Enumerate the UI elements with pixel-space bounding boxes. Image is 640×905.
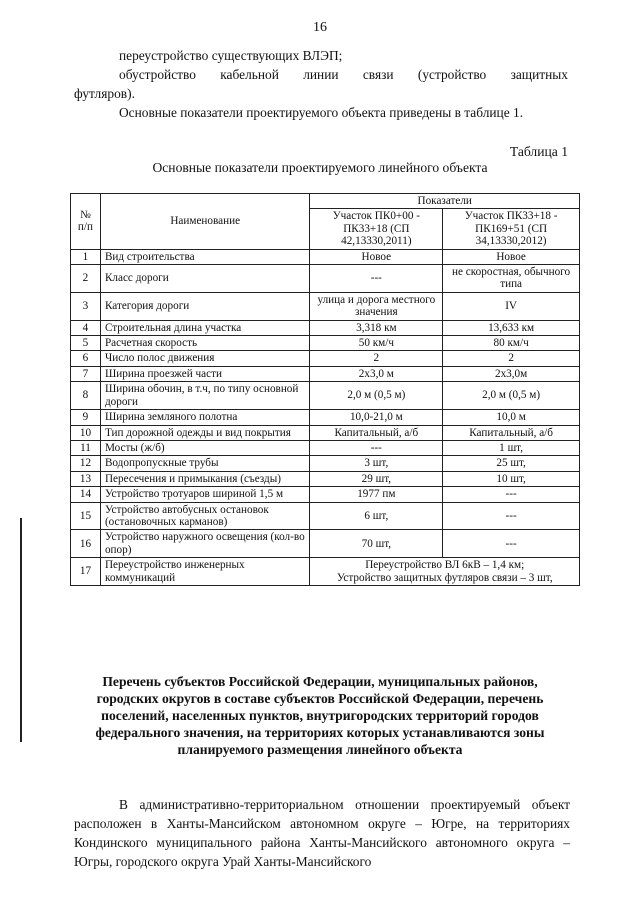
header-number: № п/п: [71, 194, 101, 250]
intro-line-2: обустройство кабельной линии связи (устройство защитных: [119, 67, 568, 82]
row-value-section-b: 2,0 м (0,5 м): [443, 382, 580, 410]
table-row: [71, 502, 580, 530]
row-name: Ширина земляного полотна: [100, 410, 310, 425]
row-number: 15: [71, 502, 101, 530]
row-merged-line-1: Переустройство ВЛ 6кВ – 1,4 км;: [365, 559, 525, 572]
margin-binding-line: [20, 518, 22, 742]
row-name: Переустройство инженерных коммуникаций: [100, 558, 310, 586]
row-number: 4: [71, 320, 101, 335]
intro-line-3: Основные показатели проектируемого объекта приведены в таблице 1.: [119, 105, 524, 120]
row-number: 10: [71, 425, 101, 440]
row-name: Водопропускные трубы: [100, 456, 310, 471]
row-value-section-b: не скоростная, обычного типа: [443, 265, 580, 293]
row-name: Вид строительства: [100, 249, 310, 264]
row-value-section-a: 3 шт,: [310, 456, 443, 471]
header-indicators: Показатели: [310, 194, 580, 209]
table-row: [71, 456, 580, 471]
row-number: 8: [71, 382, 101, 410]
row-name: Расчетная скорость: [100, 336, 310, 351]
row-value-section-b: 25 шт,: [443, 456, 580, 471]
row-value-section-a: 1977 пм: [310, 487, 443, 502]
table-row: [71, 320, 580, 335]
row-value-section-a: ---: [310, 440, 443, 455]
row-value-section-b: 2х3,0м: [443, 366, 580, 381]
row-merged-line-2: Устройство защитных футляров связи – 3 шт,: [336, 571, 553, 584]
row-value-section-b: 10,0 м: [443, 410, 580, 425]
table-row: [71, 249, 580, 264]
row-value-section-a: 29 шт,: [310, 471, 443, 486]
row-value-section-b: ---: [443, 530, 580, 558]
header-section-a: Участок ПК0+00 - ПК33+18 (СП 42,13330,2011): [310, 209, 443, 249]
row-name: Ширина проезжей части: [100, 366, 310, 381]
row-number: 13: [71, 471, 101, 486]
row-value-section-b: IV: [443, 292, 580, 320]
row-value-section-a: 10,0-21,0 м: [310, 410, 443, 425]
row-number: 9: [71, 410, 101, 425]
row-value-section-a: 2,0 м (0,5 м): [310, 382, 443, 410]
table-row: [71, 366, 580, 381]
row-name: Тип дорожной одежды и вид покрытия: [100, 425, 310, 440]
row-value-section-a: 50 км/ч: [310, 336, 443, 351]
row-value-section-a: 70 шт,: [310, 530, 443, 558]
row-number: 6: [71, 351, 101, 366]
intro-line-2-continued: футляров).: [74, 86, 135, 101]
row-name: Категория дороги: [100, 292, 310, 320]
row-name: Устройство наружного освещения (кол-во опор): [100, 530, 310, 558]
row-name: Ширина обочин, в т.ч, по типу основной дороги: [100, 382, 310, 410]
table-row: [71, 351, 580, 366]
indicators-table: [70, 193, 580, 586]
header-name: Наименование: [100, 194, 310, 250]
row-value-section-a: улица и дорога местного значения: [310, 292, 443, 320]
table-row: [71, 292, 580, 320]
row-value-section-b: ---: [443, 487, 580, 502]
table-label: Таблица 1: [509, 144, 568, 159]
row-value-section-b: 80 км/ч: [443, 336, 580, 351]
page-number: 16: [313, 20, 327, 35]
row-value-section-b: Капитальный, а/б: [443, 425, 580, 440]
intro-line-1: переустройство существующих ВЛЭП;: [119, 48, 343, 63]
row-value-section-a: 3,318 км: [310, 320, 443, 335]
table-row: [71, 471, 580, 486]
table-row: [71, 265, 580, 293]
row-name: Мосты (ж/б): [100, 440, 310, 455]
row-number: 1: [71, 249, 101, 264]
intro-text: [74, 46, 568, 122]
row-value-section-b: 1 шт,: [443, 440, 580, 455]
row-number: 17: [71, 558, 101, 586]
row-value-section-b: 10 шт,: [443, 471, 580, 486]
table-row: [71, 440, 580, 455]
table-row: [71, 530, 580, 558]
section-heading: Перечень субъектов Российской Федерации, муниципальных районов, городских округов в составе субъектов Российской Федерации, перечень поселений, населенных пунктов, внутригородских территорий городов федерального значения, на территориях которых устанавливаются зоны планируемого размещения линейного объекта: [95, 674, 545, 757]
row-name: Строительная длина участка: [100, 320, 310, 335]
row-number: 11: [71, 440, 101, 455]
row-number: 2: [71, 265, 101, 293]
row-number: 16: [71, 530, 101, 558]
row-number: 3: [71, 292, 101, 320]
row-name: Устройство тротуаров шириной 1,5 м: [100, 487, 310, 502]
row-value-section-a: 2х3,0 м: [310, 366, 443, 381]
body-paragraph: В административно-территориальном отношении проектируемый объект расположен в Ханты-Мансийском автономном округе – Югре, на территориях Кондинского муниципального района Ханты-Мансийского автономного округа – Югры, городского округа Урай Ханты-Мансийского: [74, 797, 570, 869]
table-title: Основные показатели проектируемого линейного объекта: [152, 160, 488, 175]
row-value-section-b: 2: [443, 351, 580, 366]
body-text: [74, 795, 570, 871]
row-value-section-a: Новое: [310, 249, 443, 264]
row-name: Устройство автобусных остановок (остановочных карманов): [100, 502, 310, 530]
row-value-section-b: 13,633 км: [443, 320, 580, 335]
row-name: Число полос движения: [100, 351, 310, 366]
table-row: [71, 410, 580, 425]
row-number: 5: [71, 336, 101, 351]
table-row: [71, 487, 580, 502]
row-value-section-a: ---: [310, 265, 443, 293]
table-row: [71, 336, 580, 351]
row-value-section-b: ---: [443, 502, 580, 530]
row-value-section-a: 2: [310, 351, 443, 366]
table-row: [71, 425, 580, 440]
row-name: Пересечения и примыкания (съезды): [100, 471, 310, 486]
row-value-section-b: Новое: [443, 249, 580, 264]
row-name: Класс дороги: [100, 265, 310, 293]
table-row: [71, 382, 580, 410]
row-number: 7: [71, 366, 101, 381]
row-value-section-a: 6 шт,: [310, 502, 443, 530]
row-number: 14: [71, 487, 101, 502]
row-number: 12: [71, 456, 101, 471]
row-merged-value: [310, 558, 580, 586]
row-value-section-a: Капитальный, а/б: [310, 425, 443, 440]
table-row: [71, 558, 580, 586]
header-section-b: Участок ПК33+18 - ПК169+51 (СП 34,13330,2012): [443, 209, 580, 249]
table-header-row: [71, 194, 580, 209]
